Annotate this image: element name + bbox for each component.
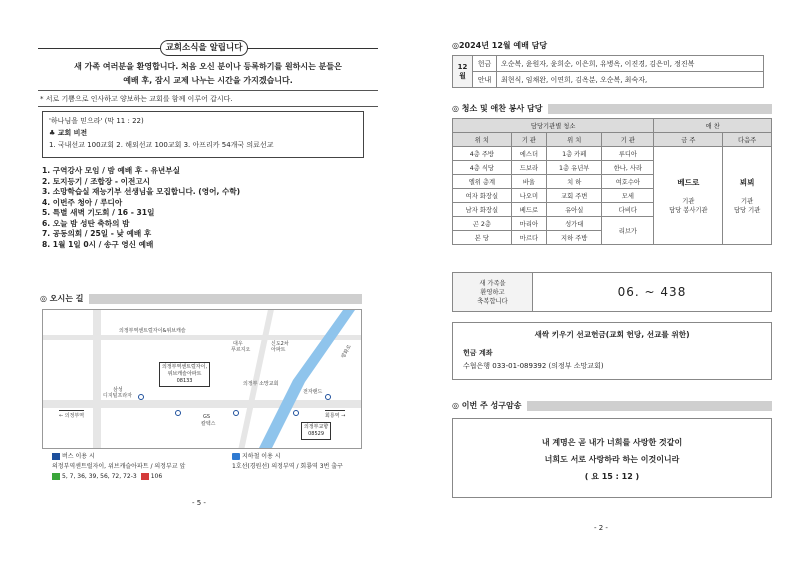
map-label: 디지털프라자 [103,393,132,399]
table-cell: 베드로 [511,203,546,217]
memory-title: ◎ 이번 주 성구암송 [452,401,522,410]
table-cell: 한나, 사라 [602,161,654,175]
notice-item: 8. 1월 1일 0시 / 송구 영신 예배 [42,239,154,249]
welcome-label: 새 가족을 환영하고 축복합니다 [453,273,533,311]
meal-this-week-group: 베드로 [677,178,700,187]
notice-item: 6. 오늘 밤 성탄 축하의 밤 [42,218,130,228]
subway-icon [232,453,240,460]
offering-account: 수협은행 033-01-089392 (의정부 소망교회) [463,362,604,370]
meal-next-week-sub: 기관 담당 기관 [733,198,761,214]
meal-this-week-sub: 기관 담당 봉사기관 [669,198,708,214]
duty-role: 헌금 [473,56,497,72]
table-cell: 바울 [511,175,546,189]
map-label: 평화로 [340,343,353,360]
table-cell: 치 하 [547,175,602,189]
table-cell: 마리아 [511,217,546,231]
divider [38,106,378,107]
cleaning-table [452,118,772,245]
bus-stop-icon [138,394,144,400]
map-label: 대우 [233,341,243,347]
welcome-line-1: 새 가족 여러분을 환영합니다. 처음 오신 분이나 등록하기를 원하시는 분들은 [74,62,342,71]
subway-text: 1호선(경원선) 의정부역 / 회룡역 3번 출구 [232,463,343,470]
meal-next-week-group: 뵈뵈 [739,178,755,187]
notice-list [42,166,240,250]
table-cell: 루디아 [602,147,654,161]
table-cell: 여자 화장실 [453,189,512,203]
green-bus-icon [52,473,60,480]
bus-stops: 의정부역센트럴자이, 위브캐슬아파트 / 의정부교 앞 [52,463,186,470]
notice-item: 3. 소망학습실 재능기부 선생님을 모집합니다. (영어, 수학) [42,187,241,196]
memory-line: 너희도 서로 사랑하라 하는 이것이니라 [544,455,680,464]
map-label: GS [203,414,211,420]
offering-box [452,322,772,380]
map-building-box: 의정부역센트럴자이, 위브캐슬아파트 08133 [159,362,210,387]
meal-next-week [723,147,772,245]
map-label: 푸르지오 [231,347,251,353]
table-row [453,119,772,133]
table-header: 담당기관별 청소 [453,119,654,133]
welcome-line-2: 예배 후, 잠시 교제 나누는 시간을 가지겠습니다. [123,76,293,85]
vision-title: ♣ 교회 비전 [49,129,88,137]
table-cell: 1층 카페 [547,147,602,161]
notice-item: 2. 토지등기 / 조합장 - 이전고시 [42,176,151,186]
clean-title: ◎ 청소 및 애찬 봉사 담당 [452,104,543,113]
table-cell: 지하 주방 [547,231,602,245]
worship-duty-table [452,55,764,88]
duty-names: 최현식, 임채완, 이연희, 김옥분, 오순복, 최숙자, [497,72,764,88]
map-label: 삼성 [113,387,123,393]
subway-station-icon [325,394,331,400]
memory-reference: ( 요 15 : 12 ) [584,472,640,481]
church-location-label: 의정부 소망교회 [243,381,279,387]
duty-names: 오순복, 윤원자, 윤희순, 이은희, 유병옥, 이진경, 김은미, 정진복 [497,56,764,72]
map-label: 칼텍스 [201,421,216,427]
direction-arrow: 회룡역 → [325,410,345,419]
bus-label: 버스 이용 시 [62,453,95,460]
table-cell: 에스더 [511,147,546,161]
section-bar [527,401,772,411]
map-section-header [40,293,362,304]
welcome-content: 06. ~ 438 [617,285,687,299]
column-header: 위 치 [547,133,602,147]
red-bus-icon [141,473,149,480]
bus-stop-icon [233,410,239,416]
bus-icon [52,453,60,460]
bus-red-number: 106 [150,473,163,480]
column-header: 다음주 [723,133,772,147]
table-cell: 4층 주방 [453,147,512,161]
table-cell: 리브가 [602,217,654,245]
page-number: - 5 - [192,499,206,507]
table-cell: 유아실 [547,203,602,217]
memory-verse-box [452,418,772,498]
column-header: 금 주 [654,133,723,147]
welcome-box [452,272,772,312]
notice-item: 4. 이번주 청아 / 루디아 [42,197,123,207]
column-header: 위 치 [453,133,512,147]
table-cell: 여호수아 [602,175,654,189]
clean-section-header [452,103,772,114]
map-label: 신도2차 [271,341,289,347]
table-cell: 교회 주변 [547,189,602,203]
direction-arrow: ← 의정부역 [59,410,84,419]
table-cell: 남자 화장실 [453,203,512,217]
church-verse: '하나님을 믿으라' (막 11 : 22) [49,117,144,125]
duty-role: 안내 [473,72,497,88]
table-cell: 1층 유년부 [547,161,602,175]
table-row [453,72,764,88]
section-bar [548,104,772,114]
table-cell: 다비다 [602,203,654,217]
table-cell: 나오미 [511,189,546,203]
subway-label: 지하철 이용 시 [242,453,281,460]
table-cell: 곤 2층 [453,217,512,231]
table-row [453,133,772,147]
table-cell: 본 당 [453,231,512,245]
offering-account-label: 헌금 계좌 [463,349,493,357]
table-cell: 모세 [602,189,654,203]
page-number: - 2 - [594,524,608,532]
memory-line: 내 계명은 곧 내가 너희를 사랑한 것같이 [541,438,683,447]
table-cell: 성가대 [547,217,602,231]
bus-stop-icon [293,410,299,416]
meal-this-week [654,147,723,245]
column-header: 기 관 [511,133,546,147]
duty-month: 12월 [453,56,473,88]
notice-item: 1. 구역강사 모임 / 밤 예배 후 - 유년부실 [42,166,180,175]
duty-section-title [452,40,547,51]
table-cell: 엘위 층계 [453,175,512,189]
bus-info [52,452,185,482]
map-label: 아파트 [271,347,286,353]
notice-title: 교회소식을 알립니다 [160,40,248,56]
welcome-message [38,60,378,88]
memory-section-header [452,400,772,411]
duty-title: ◎2024년 12월 예배 담당 [452,41,548,50]
table-row [453,147,772,161]
table-cell: 4층 식당 [453,161,512,175]
bus-stop-icon [175,410,181,416]
table-cell: 드보라 [511,161,546,175]
vision-text: 1. 국내선교 100교회 2. 해외선교 100교회 3. 아프리카 54개국 의료선교 [49,141,274,149]
map-school-box: 의정부교향 08529 [301,422,331,440]
subway-info [232,452,343,472]
offering-title: 새싹 키우기 선교헌금(교회 헌당, 선교를 위한) [534,330,690,339]
section-bar [89,294,362,304]
courtesy-note: * 서로 기쁨으로 인사하고 양보하는 교회를 함께 이루어 갑시다. [40,95,233,103]
table-header: 애 찬 [654,119,772,133]
divider [38,90,378,91]
table-row [453,56,764,72]
map-label: 전자랜드 [303,389,323,395]
verse-box [42,111,364,158]
table-cell: 마르다 [511,231,546,245]
column-header: 기 관 [602,133,654,147]
bus-numbers: 5, 7, 36, 39, 56, 72, 72-3 [62,473,137,480]
notice-item: 5. 특별 새벽 기도회 / 16 - 31일 [42,208,155,217]
map-section-title: ◎ 오시는 길 [40,294,84,303]
notice-item: 7. 공동의회 / 25일 - 낮 예배 후 [42,229,152,238]
map-label: 의정부역센트럴자이&위브캐슬 [119,328,186,334]
location-map [42,309,362,449]
